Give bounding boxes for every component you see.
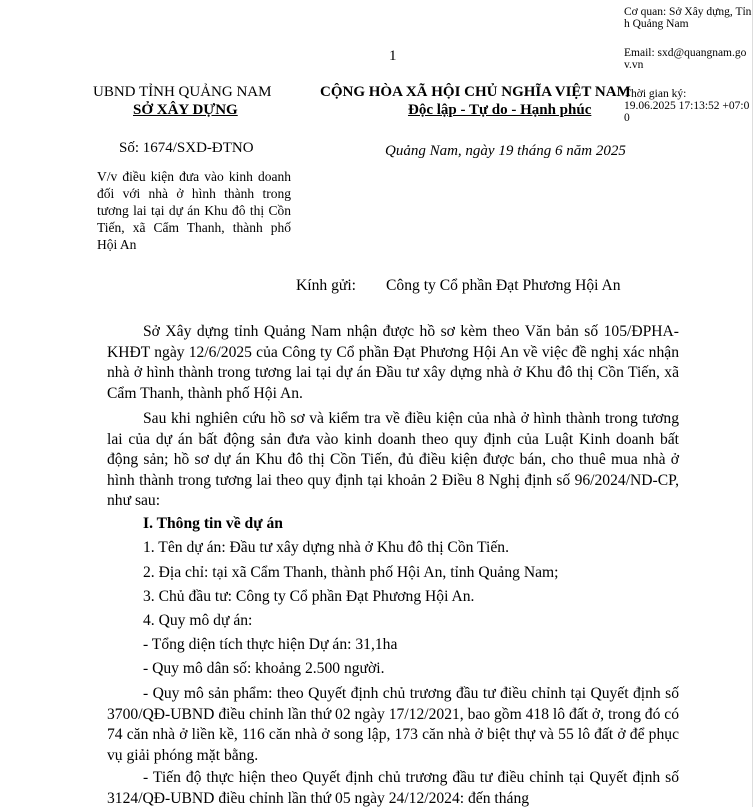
signature-time-label: Thời gian ký: (624, 88, 687, 100)
paragraph-1: Sở Xây dựng tỉnh Quảng Nam nhận được hồ sơ kèm theo Văn bản số 105/ĐPHA-KHĐT ngày 12/6/2025 của Công ty Cổ phần Đạt Phương Hội An về việc đề nghị xác nhận nhà ở hình thành trong tương lai tại dự án Đầu tư xây dựng nhà ở Khu đô thị Cồn Tiến, xã Cẩm Thanh, thành phố Hội An. (107, 323, 679, 402)
paragraph-2: Sau khi nghiên cứu hồ sơ và kiểm tra về điều kiện của nhà ở hình thành trong tương lai của dự án bất động sản đưa vào kinh doanh theo quy định của Luật Kinh doanh bất động sản; hồ sơ dự án Khu đô thị Cồn Tiến, đủ điều kiện được bán, cho thuê mua nhà ở hình thành trong tương lai theo quy định tại khoản 2 Điều 8 Nghị định số 96/2024/ND-CP, như sau: (107, 410, 679, 509)
bullet-3: - Quy mô sản phẩm: theo Quyết định chủ trương đầu tư điều chỉnh tại Quyết định số 3700/QĐ-UBND điều chỉnh lần thứ 02 ngày 17/12/2021, bao gồm 418 lô đất ở, trong đó có 74 căn nhà ở liền kề, 116 căn nhà ở song lập, 173 căn nhà ở biệt thự và 55 lô đất ở để phục vụ giải phóng mặt bằng. (107, 685, 679, 764)
org-parent: UBND TỈNH QUẢNG NAM (93, 84, 272, 100)
motto: Độc lập - Tự do - Hạnh phúc (408, 102, 592, 118)
doc-number: Số: 1674/SXD-ĐTNO (119, 140, 254, 156)
page-number: 1 (389, 48, 397, 64)
signature-time-value: 19.06.2025 17:13:52 +07:00 (624, 100, 750, 124)
place-date: Quảng Nam, ngày 19 tháng 6 năm 2025 (385, 143, 626, 159)
signature-agency: Cơ quan: Sở Xây dựng, Tỉnh Quảng Nam (624, 6, 752, 30)
item-2: 2. Địa chỉ: tại xã Cẩm Thanh, thành phố Hội An, tỉnh Quảng Nam; (143, 564, 559, 581)
item-3: 3. Chủ đầu tư: Công ty Cổ phần Đạt Phương Hội An. (143, 588, 475, 605)
item-1: 1. Tên dự án: Đầu tư xây dựng nhà ở Khu đô thị Cồn Tiến. (143, 539, 509, 556)
org-name: SỞ XÂY DỰNG (133, 102, 238, 118)
recipient-name: Công ty Cổ phần Đạt Phương Hội An (386, 277, 621, 294)
item-4: 4. Quy mô dự án: (143, 612, 253, 629)
signature-email: Email: sxd@quangnam.gov.vn (624, 47, 747, 71)
bullet-1: - Tổng diện tích thực hiện Dự án: 31,1ha (143, 636, 398, 653)
bullet-4: - Tiến độ thực hiện theo Quyết định chủ trương đầu tư điều chỉnh tại Quyết định số 3124/QĐ-UBND điều chỉnh lần thứ 05 ngày 24/12/2024: đến tháng (107, 769, 679, 807)
recipient-label: Kính gửi: (296, 277, 356, 294)
nation-title: CỘNG HÒA XÃ HỘI CHỦ NGHĨA VIỆT NAM (320, 84, 631, 100)
section-heading: I. Thông tin về dự án (143, 515, 283, 532)
bullet-2: - Quy mô dân số: khoảng 2.500 người. (143, 660, 385, 677)
doc-subject: V/v điều kiện đưa vào kinh doanh đối với nhà ở hình thành trong tương lai tại dự án Khu đô thị Cồn Tiến, xã Cẩm Thanh, thành phố Hội An (97, 169, 291, 252)
